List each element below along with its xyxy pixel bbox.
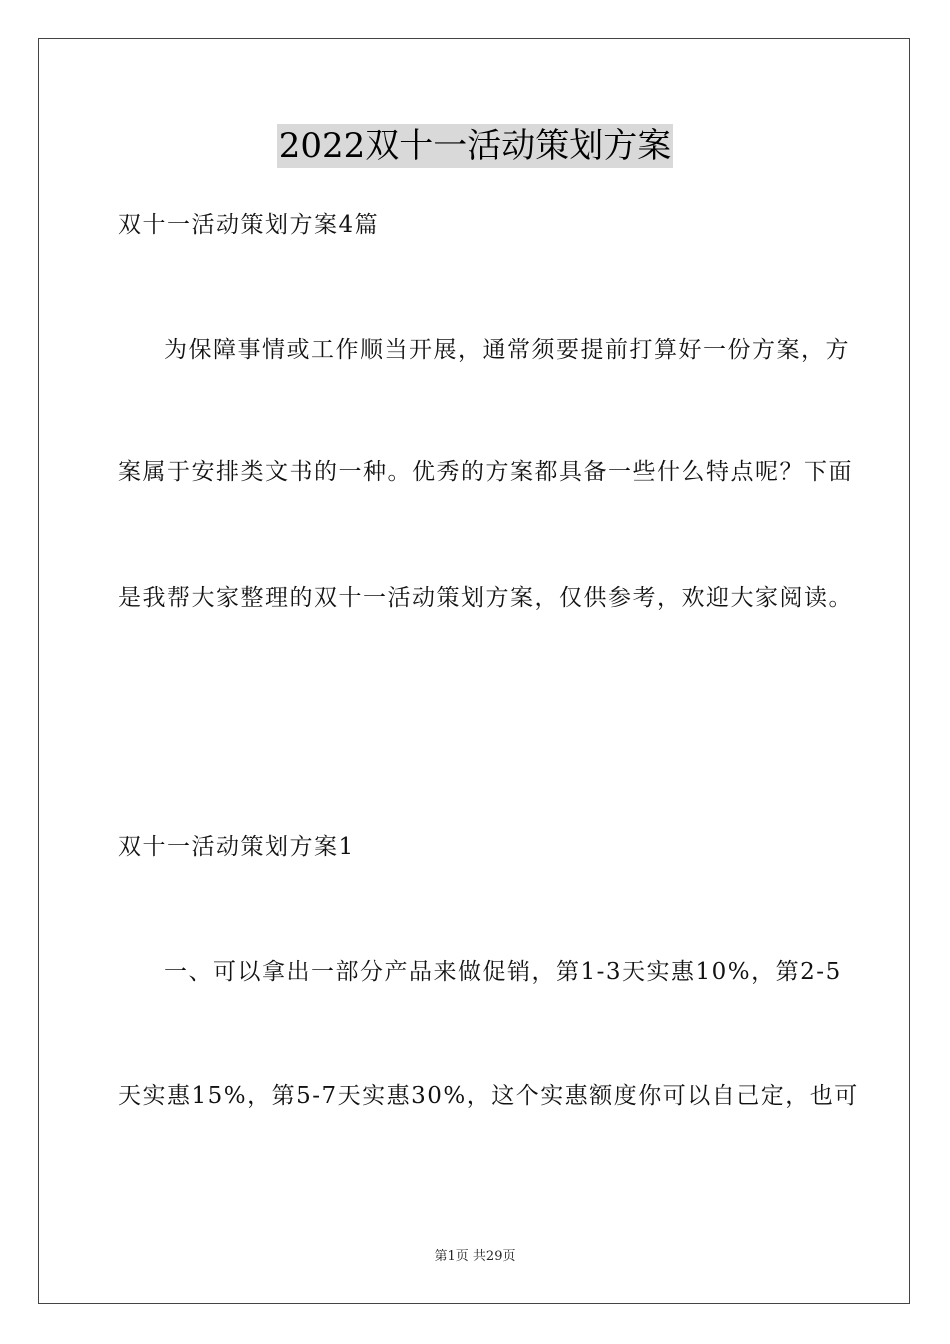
section-line-1: 一、可以拿出一部分产品来做促销，第1-3天实惠10%，第2-5 (164, 959, 842, 985)
intro-line-1: 为保障事情或工作顺当开展，通常须要提前打算好一份方案，方 (164, 337, 850, 363)
intro-line-2: 案属于安排类文书的一种。优秀的方案都具备一些什么特点呢？下面 (118, 459, 853, 485)
page-footer: 第1页 共29页 (434, 1249, 516, 1264)
intro-line-3: 是我帮大家整理的双十一活动策划方案，仅供参考，欢迎大家阅读。 (118, 585, 853, 611)
document-subtitle: 双十一活动策划方案4篇 (118, 212, 380, 238)
section-heading: 双十一活动策划方案1 (118, 834, 355, 860)
section-line-2: 天实惠15%，第5-7天实惠30%，这个实惠额度你可以自己定，也可 (118, 1083, 859, 1109)
title-container (0, 124, 950, 168)
document-title: 2022双十一活动策划方案 (278, 126, 672, 166)
